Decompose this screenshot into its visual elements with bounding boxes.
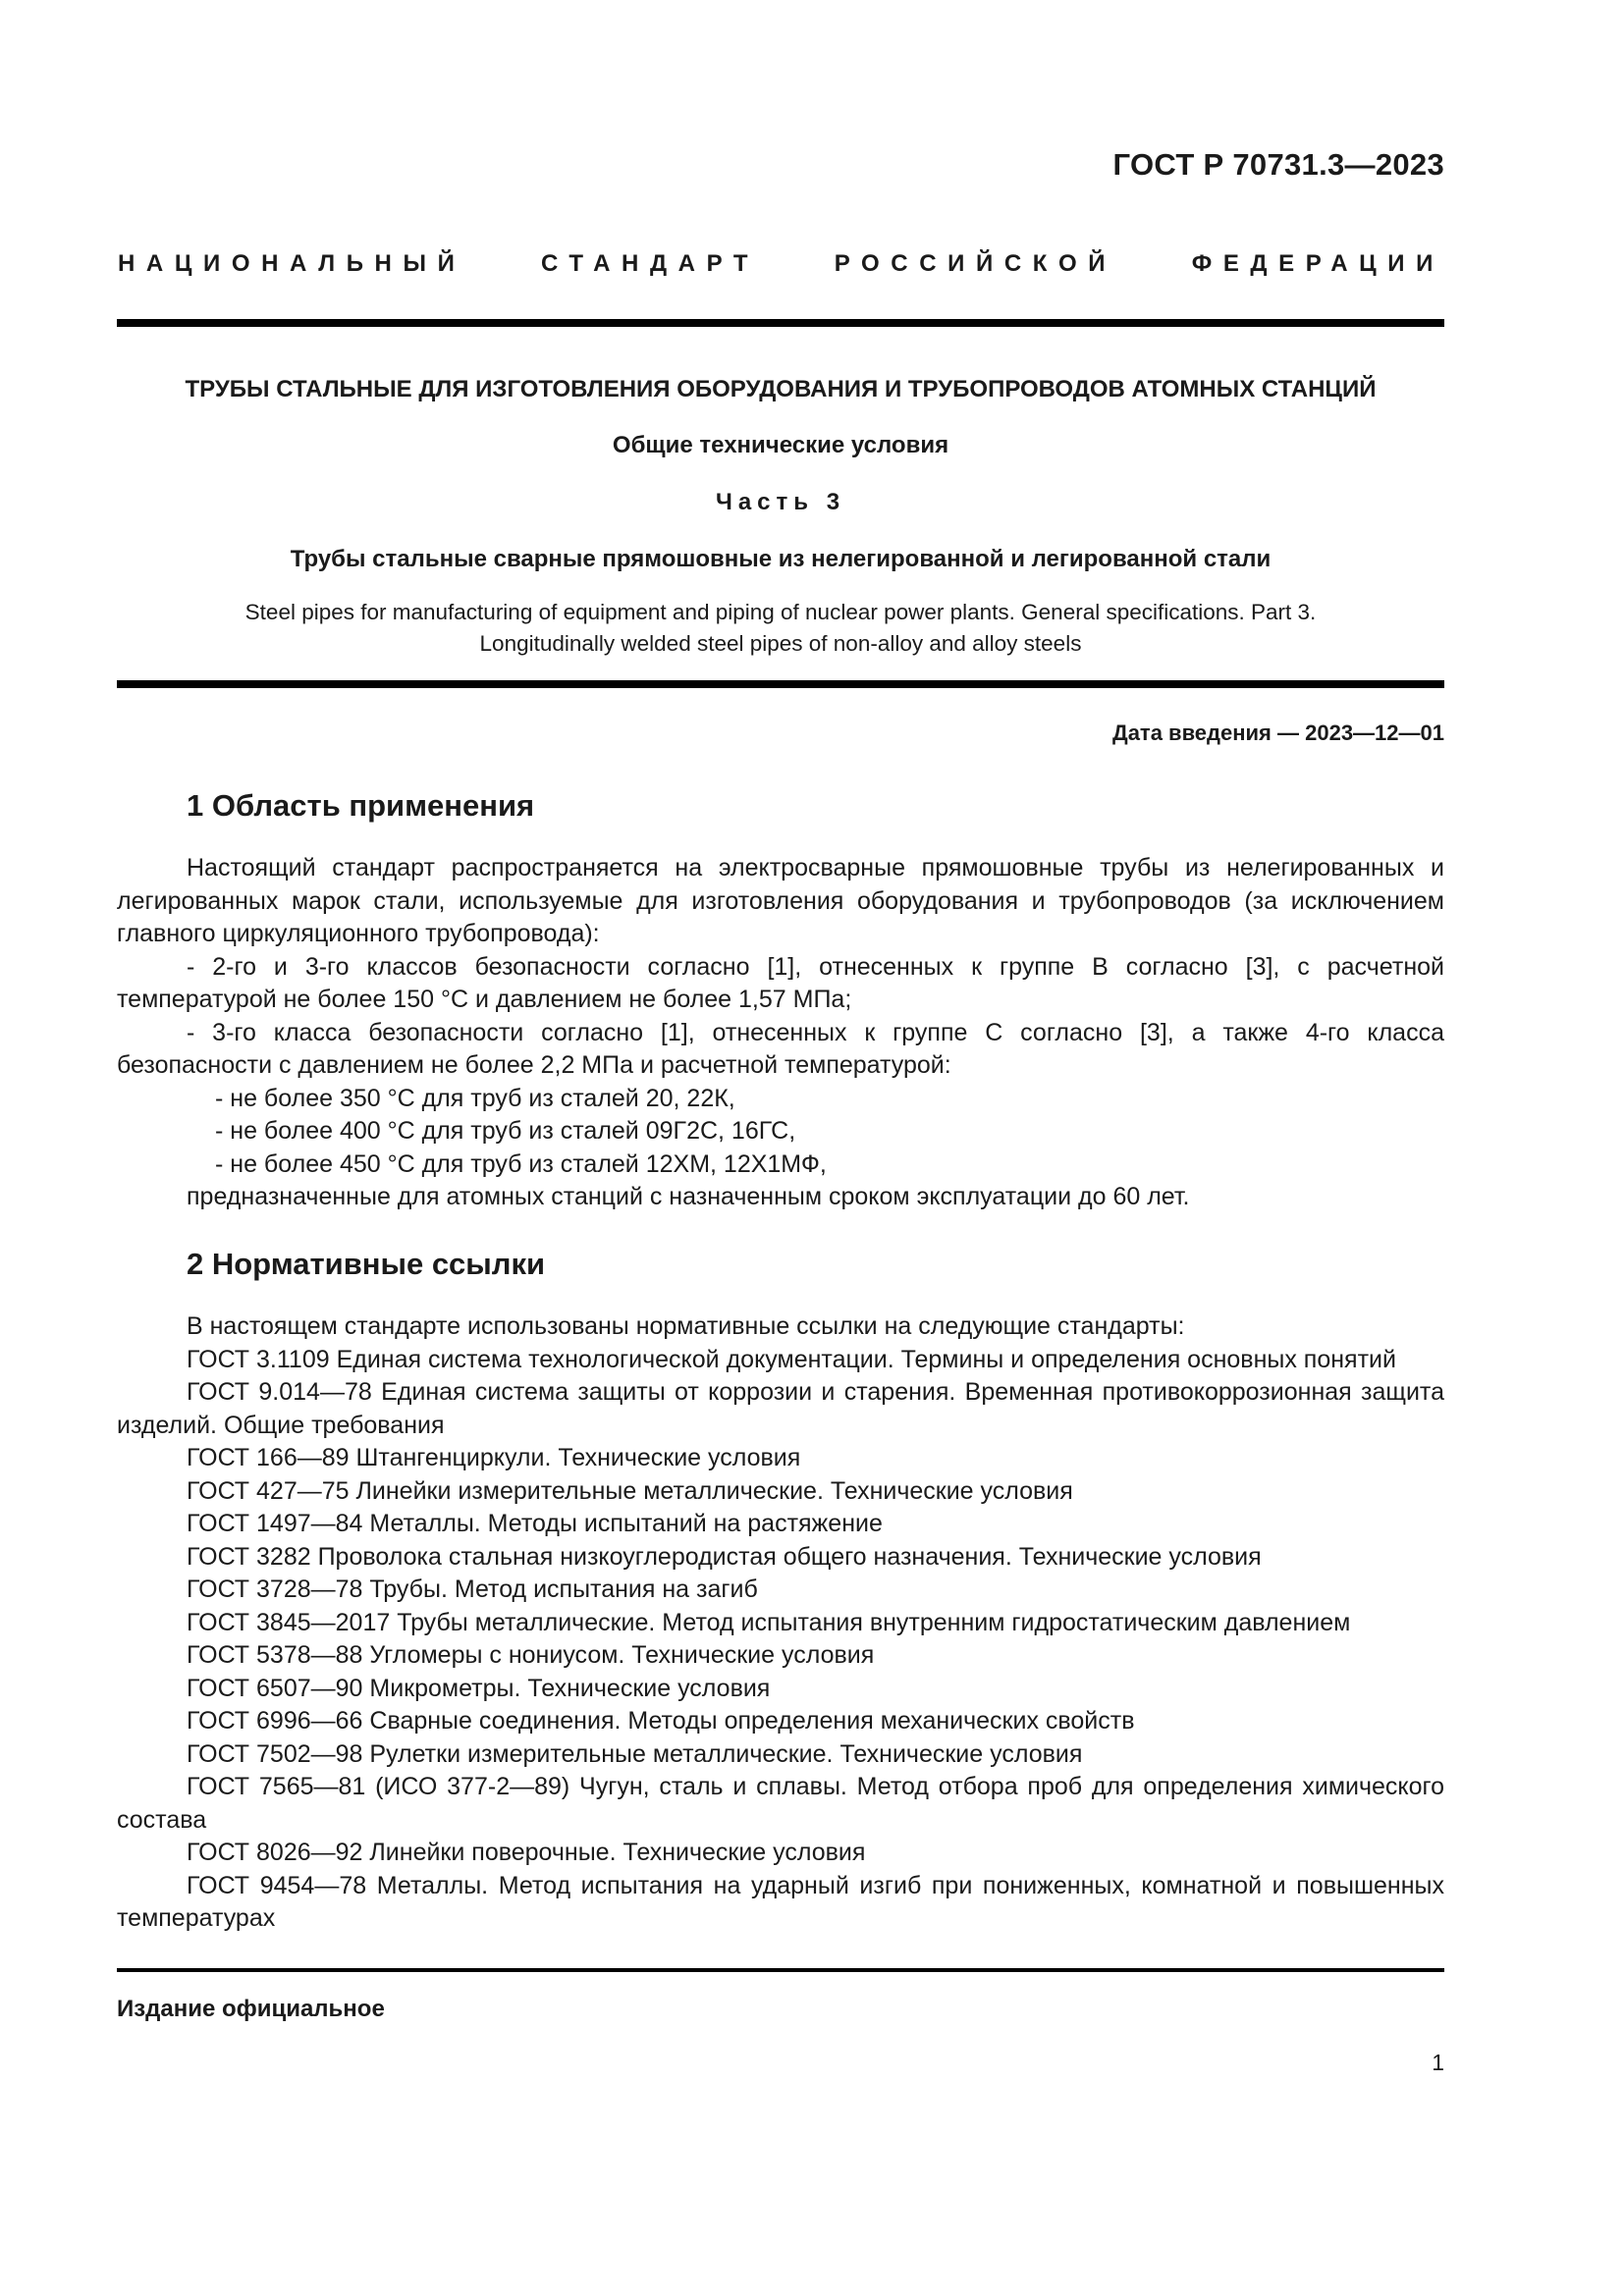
reference-item: ГОСТ 9.014—78 Единая система защиты от коррозии и старения. Временная противокоррозионная защита изделий. Общие требования bbox=[117, 1378, 1444, 1439]
section-1-subitem-1: - не более 350 °С для труб из сталей 20, 22К, bbox=[215, 1084, 735, 1112]
reference-item: ГОСТ 7502—98 Рулетки измерительные металлические. Технические условия bbox=[187, 1739, 1083, 1768]
part-name: Трубы стальные сварные прямошовные из нелегированной и легированной стали bbox=[290, 546, 1272, 572]
standard-main-title: ТРУБЫ СТАЛЬНЫЕ ДЛЯ ИЗГОТОВЛЕНИЯ ОБОРУДОВАНИЯ И ТРУБОПРОВОДОВ АТОМНЫХ СТАНЦИЙ bbox=[185, 376, 1377, 402]
introduction-date: Дата введения — 2023—12—01 bbox=[1112, 721, 1444, 745]
reference-item: ГОСТ 1497—84 Металлы. Методы испытаний на растяжение bbox=[187, 1510, 883, 1537]
section-1-heading: 1 Область применения bbox=[187, 788, 535, 823]
section-1-subitem-3: - не более 450 °С для труб из сталей 12ХМ, 12Х1МФ, bbox=[215, 1149, 827, 1178]
section-2-heading: 2 Нормативные ссылки bbox=[187, 1247, 546, 1281]
part-label: Часть 3 bbox=[715, 489, 846, 515]
header-rule-top bbox=[117, 319, 1444, 327]
section-1-item-2: - 3-го класса безопасности согласно [1], отнесенных к группе С согласно [3], а также 4-го класса безопасности с давлением не более 2,2 МПа и расчетной температурой: bbox=[117, 1018, 1444, 1079]
reference-item: ГОСТ 7565—81 (ИСО 377-2—89) Чугун, сталь и сплавы. Метод отбора проб для определения химического состава bbox=[117, 1773, 1444, 1834]
reference-item: ГОСТ 6507—90 Микрометры. Технические условия bbox=[187, 1674, 771, 1702]
reference-item: ГОСТ 3845—2017 Трубы металлические. Метод испытания внутренним гидростатическим давлением bbox=[187, 1608, 1351, 1636]
page-number: 1 bbox=[1432, 2050, 1444, 2075]
section-1-paragraph: Настоящий стандарт распространяется на электросварные прямошовные трубы из нелегированных и легированных марок стали, используемые для изготовления оборудования и трубопроводов (за исключением главного циркуляционного трубопровода): bbox=[117, 854, 1444, 947]
reference-item: ГОСТ 9454—78 Металлы. Метод испытания на ударный изгиб при пониженных, комнатной и повышенных температурах bbox=[117, 1871, 1444, 1932]
section-1-subitem-2: - не более 400 °С для труб из сталей 09Г2С, 16ГС, bbox=[215, 1117, 796, 1145]
section-1-body bbox=[117, 852, 1444, 1214]
reference-item: ГОСТ 5378—88 Угломеры с нониусом. Технические условия bbox=[187, 1641, 875, 1669]
edition-label: Издание официальное bbox=[117, 1996, 385, 2022]
reference-item: ГОСТ 427—75 Линейки измерительные металлические. Технические условия bbox=[187, 1476, 1073, 1505]
reference-item: ГОСТ 8026—92 Линейки поверочные. Технические условия bbox=[187, 1839, 866, 1866]
document-number: ГОСТ Р 70731.3—2023 bbox=[1112, 147, 1444, 182]
reference-item: ГОСТ 3728—78 Трубы. Метод испытания на загиб bbox=[187, 1575, 758, 1603]
reference-item: ГОСТ 3282 Проволока стальная низкоуглеродистая общего назначения. Технические условия bbox=[187, 1542, 1262, 1571]
section-1-closing: предназначенные для атомных станций с назначенным сроком эксплуатации до 60 лет. bbox=[187, 1183, 1190, 1210]
section-1-item-1: - 2-го и 3-го классов безопасности согласно [1], отнесенных к группе В согласно [3], с расчетной температурой не более 150 °С и давлением не более 1,57 МПа; bbox=[117, 952, 1444, 1013]
standard-subtitle: Общие технические условия bbox=[612, 432, 949, 458]
english-title-line-1: Steel pipes for manufacturing of equipment and piping of nuclear power plants. General specifications. Part 3. bbox=[244, 600, 1317, 624]
section-2-intro: В настоящем стандарте использованы нормативные ссылки на следующие стандарты: bbox=[187, 1312, 1185, 1340]
section-2-body bbox=[117, 1310, 1444, 1936]
footer-rule bbox=[117, 1968, 1444, 1972]
reference-item: ГОСТ 3.1109 Единая система технологической документации. Термины и определения основных понятий bbox=[187, 1345, 1396, 1373]
reference-item: ГОСТ 166—89 Штангенциркули. Технические условия bbox=[187, 1444, 801, 1471]
reference-item: ГОСТ 6996—66 Сварные соединения. Методы определения механических свойств bbox=[187, 1707, 1135, 1735]
english-title-line-2: Longitudinally welded steel pipes of non-alloy and alloy steels bbox=[479, 631, 1082, 656]
national-standard-title: НАЦИОНАЛЬНЫЙ СТАНДАРТ РОССИЙСКОЙ ФЕДЕРАЦИИ bbox=[118, 250, 1444, 277]
header-rule-bottom bbox=[117, 680, 1444, 688]
